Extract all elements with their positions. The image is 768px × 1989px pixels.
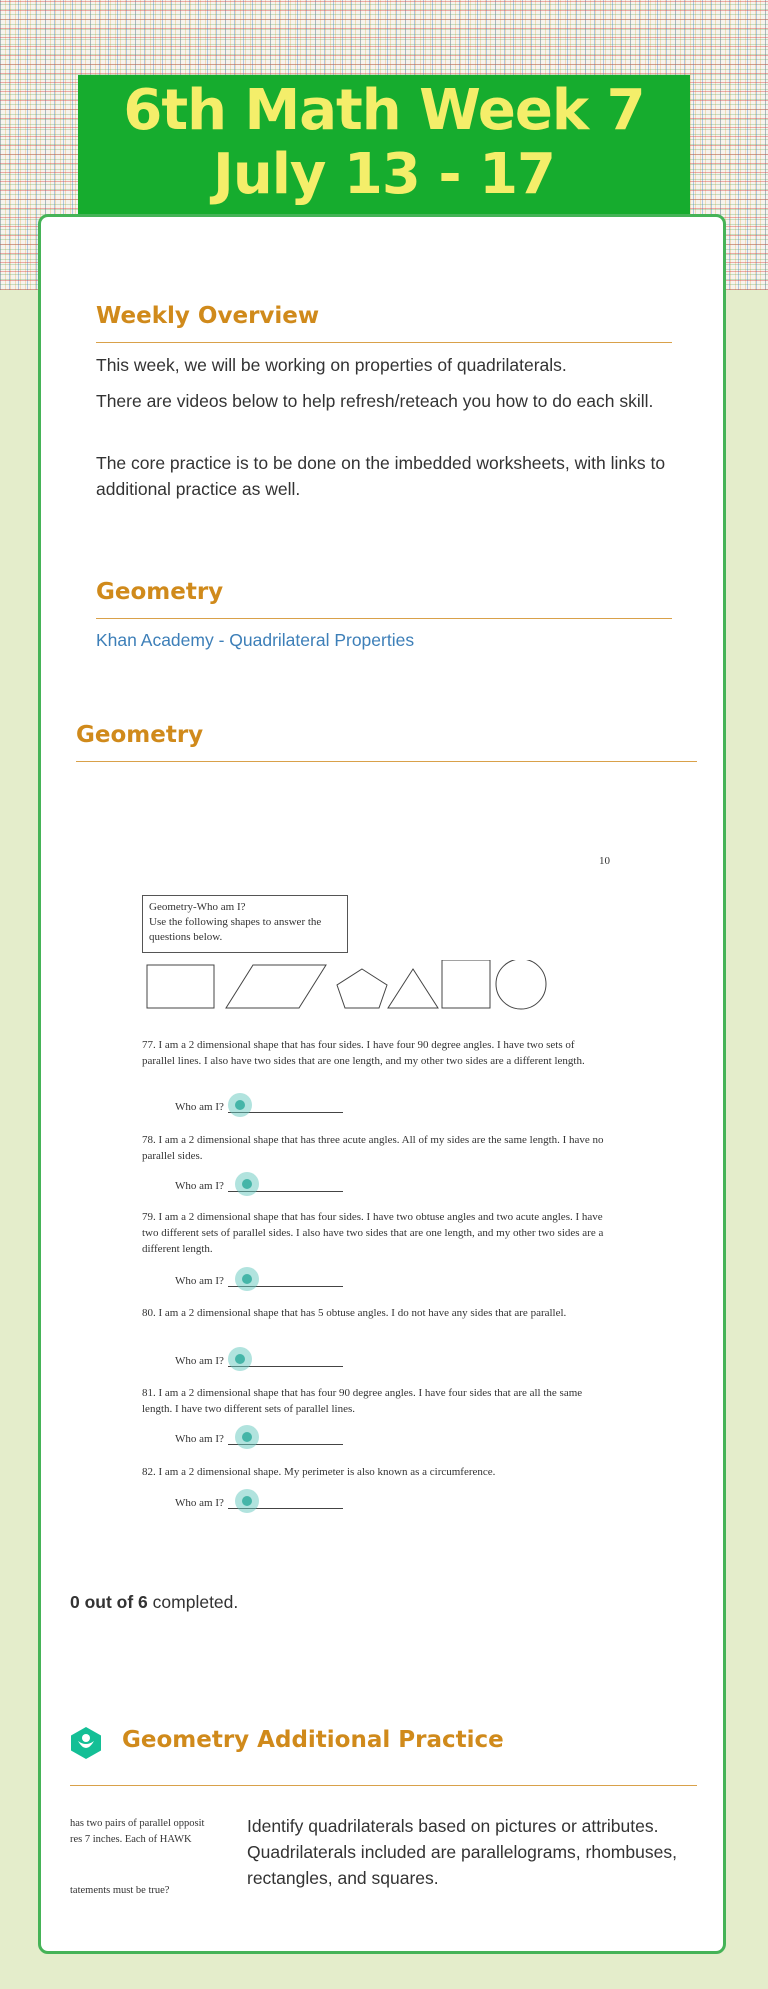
worksheet-question-81: 81. I am a 2 dimensional shape that has four 90 degree angles. I have four sides that are all the same length. I have two different sets of parallel lines. — [142, 1387, 583, 1415]
geometry-video-heading: Geometry — [96, 579, 224, 605]
worksheet-question-82: 82. I am a 2 dimensional shape. My perimeter is also known as a circumference. — [142, 1466, 496, 1478]
worksheet-instructions-box — [142, 895, 348, 953]
parallelogram-shape — [226, 965, 326, 1008]
additional-practice-heading: Geometry Additional Practice — [122, 1727, 504, 1753]
worksheet-question-77: 77. I am a 2 dimensional shape that has four sides. I have four 90 degree angles. I have two sets of parallel lines. I also have two sides that are one length, and my other two sides are a different length. — [142, 1039, 585, 1067]
section-divider — [76, 761, 697, 762]
khan-academy-link[interactable]: Khan Academy - Quadrilateral Properties — [96, 630, 415, 650]
who-am-i-label: Who am I? — [175, 1275, 343, 1287]
answer-dot-77[interactable] — [228, 1093, 252, 1117]
square-shape — [442, 960, 490, 1008]
thumbnail-text-line: has two pairs of parallel opposit — [70, 1818, 205, 1829]
worksheet-box-title: Geometry-Who am I? — [149, 901, 246, 913]
worksheet-shapes — [146, 960, 616, 1020]
triangle-shape — [388, 969, 438, 1008]
answer-dot-78[interactable] — [235, 1172, 259, 1196]
worksheet-embed — [102, 835, 632, 1525]
worksheet-question-78: 78. I am a 2 dimensional shape that has three acute angles. All of my sides are the same length. I have no parallel sides. — [142, 1134, 604, 1162]
section-divider — [96, 342, 672, 343]
thumbnail-text-line: res 7 inches. Each of HAWK — [70, 1834, 192, 1845]
khan-academy-icon — [70, 1726, 102, 1760]
thumbnail-text-line: tatements must be true? — [70, 1885, 170, 1896]
weekly-overview-heading: Weekly Overview — [96, 303, 320, 329]
worksheet-progress — [70, 1592, 238, 1613]
worksheet-page-number: 10 — [599, 855, 610, 867]
additional-practice-description: Identify quadrilaterals based on pictures or attributes. Quadrilaterals included are parallelograms, rhombuses, rectangles, and squares. — [247, 1816, 677, 1888]
answer-dot-81[interactable] — [235, 1425, 259, 1449]
section-divider — [70, 1785, 697, 1786]
who-am-i-label: Who am I? — [175, 1180, 343, 1192]
answer-dot-80[interactable] — [228, 1347, 252, 1371]
overview-paragraph-3: The core practice is to be done on the imbedded worksheets, with links to additional practice as well. — [96, 453, 666, 499]
who-am-i-label: Who am I? — [175, 1433, 343, 1445]
practice-thumbnail[interactable] — [70, 1812, 230, 1907]
who-am-i-label: Who am I? — [175, 1355, 343, 1367]
answer-dot-82[interactable] — [235, 1489, 259, 1513]
title-banner — [78, 75, 690, 225]
answer-dot-79[interactable] — [235, 1267, 259, 1291]
worksheet-question-80: 80. I am a 2 dimensional shape that has 5 obtuse angles. I do not have any sides that are parallel. — [142, 1307, 567, 1319]
pentagon-shape — [337, 969, 387, 1008]
worksheet-question-79: 79. I am a 2 dimensional shape that has four sides. I have two obtuse angles and two acute angles. I have two different sets of parallel sides. I also have two sides that are one length, and my other two sides are a different length. — [142, 1211, 604, 1255]
progress-count: 0 out of 6 — [70, 1592, 148, 1612]
page-title: 6th Math Week 7 — [123, 78, 645, 143]
geometry-worksheet-heading: Geometry — [76, 722, 204, 748]
rectangle-shape — [147, 965, 214, 1008]
page-subtitle-dates: July 13 - 17 — [213, 142, 555, 207]
section-divider — [96, 618, 672, 619]
circle-shape — [496, 960, 546, 1009]
overview-paragraph-2: There are videos below to help refresh/reteach you how to do each skill. — [96, 391, 654, 411]
who-am-i-label: Who am I? — [175, 1497, 343, 1509]
worksheet-box-instructions: Use the following shapes to answer the questions below. — [149, 916, 322, 943]
overview-paragraph-1: This week, we will be working on properties of quadrilaterals. — [96, 355, 567, 375]
progress-suffix: completed. — [152, 1592, 239, 1612]
who-am-i-label: Who am I? — [175, 1101, 343, 1113]
